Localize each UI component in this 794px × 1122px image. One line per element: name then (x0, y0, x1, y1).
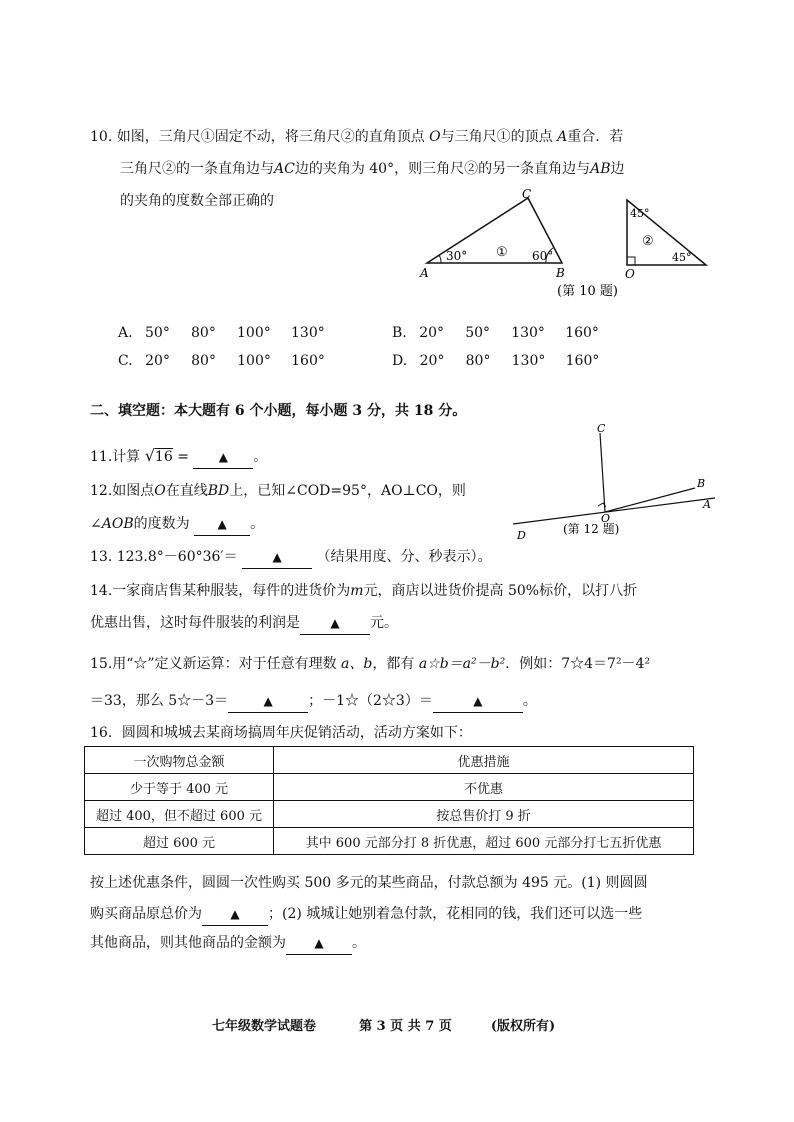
q10-number: 10. (90, 129, 113, 145)
q15-answer-blank-1 (228, 690, 308, 713)
q15-text: ＝33，那么 5☆－3＝ (90, 693, 229, 709)
table-header-row (85, 747, 694, 774)
q14-text: 优惠出售，这时每件服装的利润是 (90, 615, 300, 631)
q10-var-o: O (429, 129, 441, 145)
q10-line2 (120, 158, 625, 180)
option-value: 50° (145, 325, 170, 341)
q15-text: ，都有 (372, 656, 415, 672)
q10-text: 的夹角的度数全部正确的 (120, 193, 274, 209)
q13-text: （结果用度、分、秒表示）。 (316, 549, 492, 565)
q11 (90, 445, 267, 469)
option-value: 100° (237, 353, 271, 369)
table-cell: 按总售价打 9 折 (274, 801, 694, 828)
angle-45-top-label: 45° (630, 207, 650, 220)
table-header-cell: 优惠措施 (274, 747, 694, 774)
option-value: 80° (191, 325, 216, 341)
triangle-marker: ▲ (272, 550, 282, 564)
ray-oc (600, 433, 605, 512)
q11-answer-blank (193, 446, 253, 469)
triangle-marker: ▲ (314, 936, 324, 950)
table-cell: 超过 400，但不超过 600 元 (85, 801, 274, 828)
q10-figure (410, 188, 720, 303)
q13-text: 13. 123.8°－60°36′＝ (90, 549, 238, 565)
option-value: 80° (465, 353, 491, 369)
q10-line3 (120, 190, 274, 212)
q15-formula: a☆b＝a²－b² (418, 656, 506, 672)
footer-rights: (版权所有) (490, 1019, 556, 1034)
table-header-cell: 一次购物总金额 (85, 747, 274, 774)
q10-text: 与三角尺①的顶点 (440, 129, 553, 145)
angle-60-label: 60° (532, 249, 554, 263)
triangle-marker: ▲ (218, 450, 228, 464)
option-value: 20° (145, 353, 170, 369)
option-value: 20° (419, 325, 445, 341)
angle-30-label: 30° (446, 249, 468, 263)
q12-text: 在直线 (165, 483, 208, 499)
page-footer (212, 1015, 555, 1034)
q16-line1: 按上述优惠条件，圆圆一次性购买 500 多元的某些商品，付款总额为 495 元。(1) 则圆圆 (90, 875, 648, 891)
point-a-label: A (703, 498, 711, 511)
point-d-label: D (517, 529, 526, 542)
q10-var-ac: AC (274, 161, 295, 177)
point-c-label: C (597, 422, 606, 435)
q11-eq: = (177, 449, 189, 465)
q13 (90, 546, 492, 569)
q12-figure-caption: (第 12 题) (563, 522, 620, 536)
promo-table (84, 746, 694, 855)
table-row (85, 828, 694, 855)
angle-45-right-label: 45° (672, 251, 692, 264)
footer-page-number: 第 3 页 共 7 页 (359, 1019, 452, 1034)
q14-answer-blank (300, 612, 370, 635)
q14-text: 元。 (370, 615, 398, 631)
q15-answer-blank-2 (433, 690, 523, 713)
vertex-a-label: A (420, 266, 429, 280)
triangle-marker: ▲ (473, 694, 483, 708)
q12-angle: ∠AOB (90, 516, 134, 532)
q10-line1 (90, 126, 623, 148)
q10-text: 如图，三角尺①固定不动，将三角尺②的直角顶点 (116, 129, 425, 145)
option-value: 130° (511, 353, 546, 369)
option-value: 130° (511, 325, 545, 341)
q10-figure-caption: (第 10 题) (557, 284, 618, 299)
q16-line2 (90, 903, 642, 926)
triangle-1-label: ① (496, 245, 508, 260)
q10-option-c (118, 350, 325, 372)
vertex-c-label: C (522, 188, 532, 201)
q12-end: 。 (250, 516, 265, 532)
vertex-b-label: B (556, 266, 565, 280)
q10-text: 三角尺②的一条直角边与 (120, 161, 274, 177)
table-row (85, 801, 694, 828)
q10-option-a (118, 322, 325, 344)
option-value: 130° (291, 325, 325, 341)
table-cell: 少于等于 400 元 (85, 774, 274, 801)
option-label: B. (392, 325, 407, 341)
q13-answer-blank (242, 546, 312, 569)
q10-text: 重合．若 (567, 129, 624, 145)
q10-var-a: A (557, 129, 568, 145)
point-b-label: B (697, 477, 706, 490)
q11-text: 11.计算 (90, 449, 141, 465)
table-cell: 其中 600 元部分打 8 折优惠，超过 600 元部分打七五折优惠 (274, 828, 694, 855)
footer-title: 七年级数学试题卷 (212, 1019, 317, 1034)
option-value: 80° (191, 353, 216, 369)
q15-text: ；－1☆（2☆3）＝ (308, 693, 433, 709)
option-value: 100° (237, 325, 271, 341)
option-value: 160° (565, 353, 600, 369)
table-row (85, 774, 694, 801)
q10-option-d (392, 350, 599, 372)
q10-var-ab: AB (590, 161, 611, 177)
triangle-2-label: ② (642, 234, 654, 249)
q10-text: 边的夹角为 40°，则三角尺②的另一条直角边与 (294, 161, 591, 177)
triangle-2 (625, 200, 706, 281)
q12-var-o: O (154, 483, 166, 499)
triangle-marker: ▲ (230, 907, 240, 921)
q14-line2 (90, 612, 398, 635)
q12-text: 的度数为 (133, 516, 190, 532)
triangle-1 (419, 188, 565, 280)
q14-var-m: m (350, 583, 364, 599)
vertex-o-label: O (625, 267, 635, 281)
point-o-label: O (601, 512, 611, 525)
q16-answer-blank-1 (202, 903, 268, 926)
q16-intro: 16．圆圆和城城去某商场搞周年庆促销活动，活动方案如下： (90, 725, 472, 741)
q15-vars: a、b (341, 656, 373, 672)
option-label: D. (392, 353, 408, 369)
q10-option-b (392, 322, 599, 344)
q15-text: 15.用“☆”定义新运算：对于任意有理数 (90, 656, 337, 672)
table-cell: 不优惠 (274, 774, 694, 801)
option-value: 20° (419, 353, 445, 369)
q11-radicand: 16 (154, 449, 173, 465)
q16-text: 购买商品原总价为 (90, 906, 202, 922)
table-cell: 超过 600 元 (85, 828, 274, 855)
q16-text: 其他商品，则其他商品的金额为 (90, 935, 286, 951)
q12-answer-blank (194, 513, 250, 536)
q12-text: 12.如图点 (90, 483, 155, 499)
section-2-title: 二、填空题：本大题有 6 个小题，每小题 3 分，共 18 分。 (90, 403, 467, 419)
q15-line1 (90, 653, 650, 675)
ray-ob (605, 488, 695, 512)
q16-end: 。 (352, 935, 366, 951)
sqrt-symbol: √ (144, 446, 155, 465)
q12-line1 (90, 480, 466, 502)
q15-end: 。 (522, 693, 537, 709)
q14-text: 14.一家商店售某种服装，每件的进货价为 (90, 583, 351, 599)
q14-text: 元，商店以进货价提高 50%标价，以打八折 (363, 583, 638, 599)
option-label: A. (118, 325, 133, 341)
option-value: 50° (465, 325, 491, 341)
q15-text: ．例如：7☆4＝7²－4² (505, 656, 651, 672)
q16-text: ；(2) 城城让她别着急付款，花相同的钱，我们还可以选一些 (268, 906, 643, 922)
q16-answer-blank-2 (286, 932, 352, 955)
q12-line2 (90, 513, 264, 536)
q10-text: 边 (610, 161, 625, 177)
q11-end: 。 (253, 449, 268, 465)
q14-line1 (90, 580, 637, 602)
option-label: C. (118, 353, 133, 369)
q12-var-bd: BD (207, 483, 230, 499)
q15-line2 (90, 690, 537, 713)
line-bd (513, 498, 715, 524)
triangle-marker: ▲ (217, 517, 227, 531)
q12-figure (505, 418, 725, 543)
q16-line3 (90, 932, 366, 955)
triangle-marker: ▲ (330, 616, 340, 630)
option-value: 160° (291, 353, 325, 369)
triangle-marker: ▲ (263, 694, 273, 708)
q12-text: 上，已知∠COD=95°，AO⊥CO，则 (229, 483, 466, 499)
option-value: 160° (565, 325, 599, 341)
